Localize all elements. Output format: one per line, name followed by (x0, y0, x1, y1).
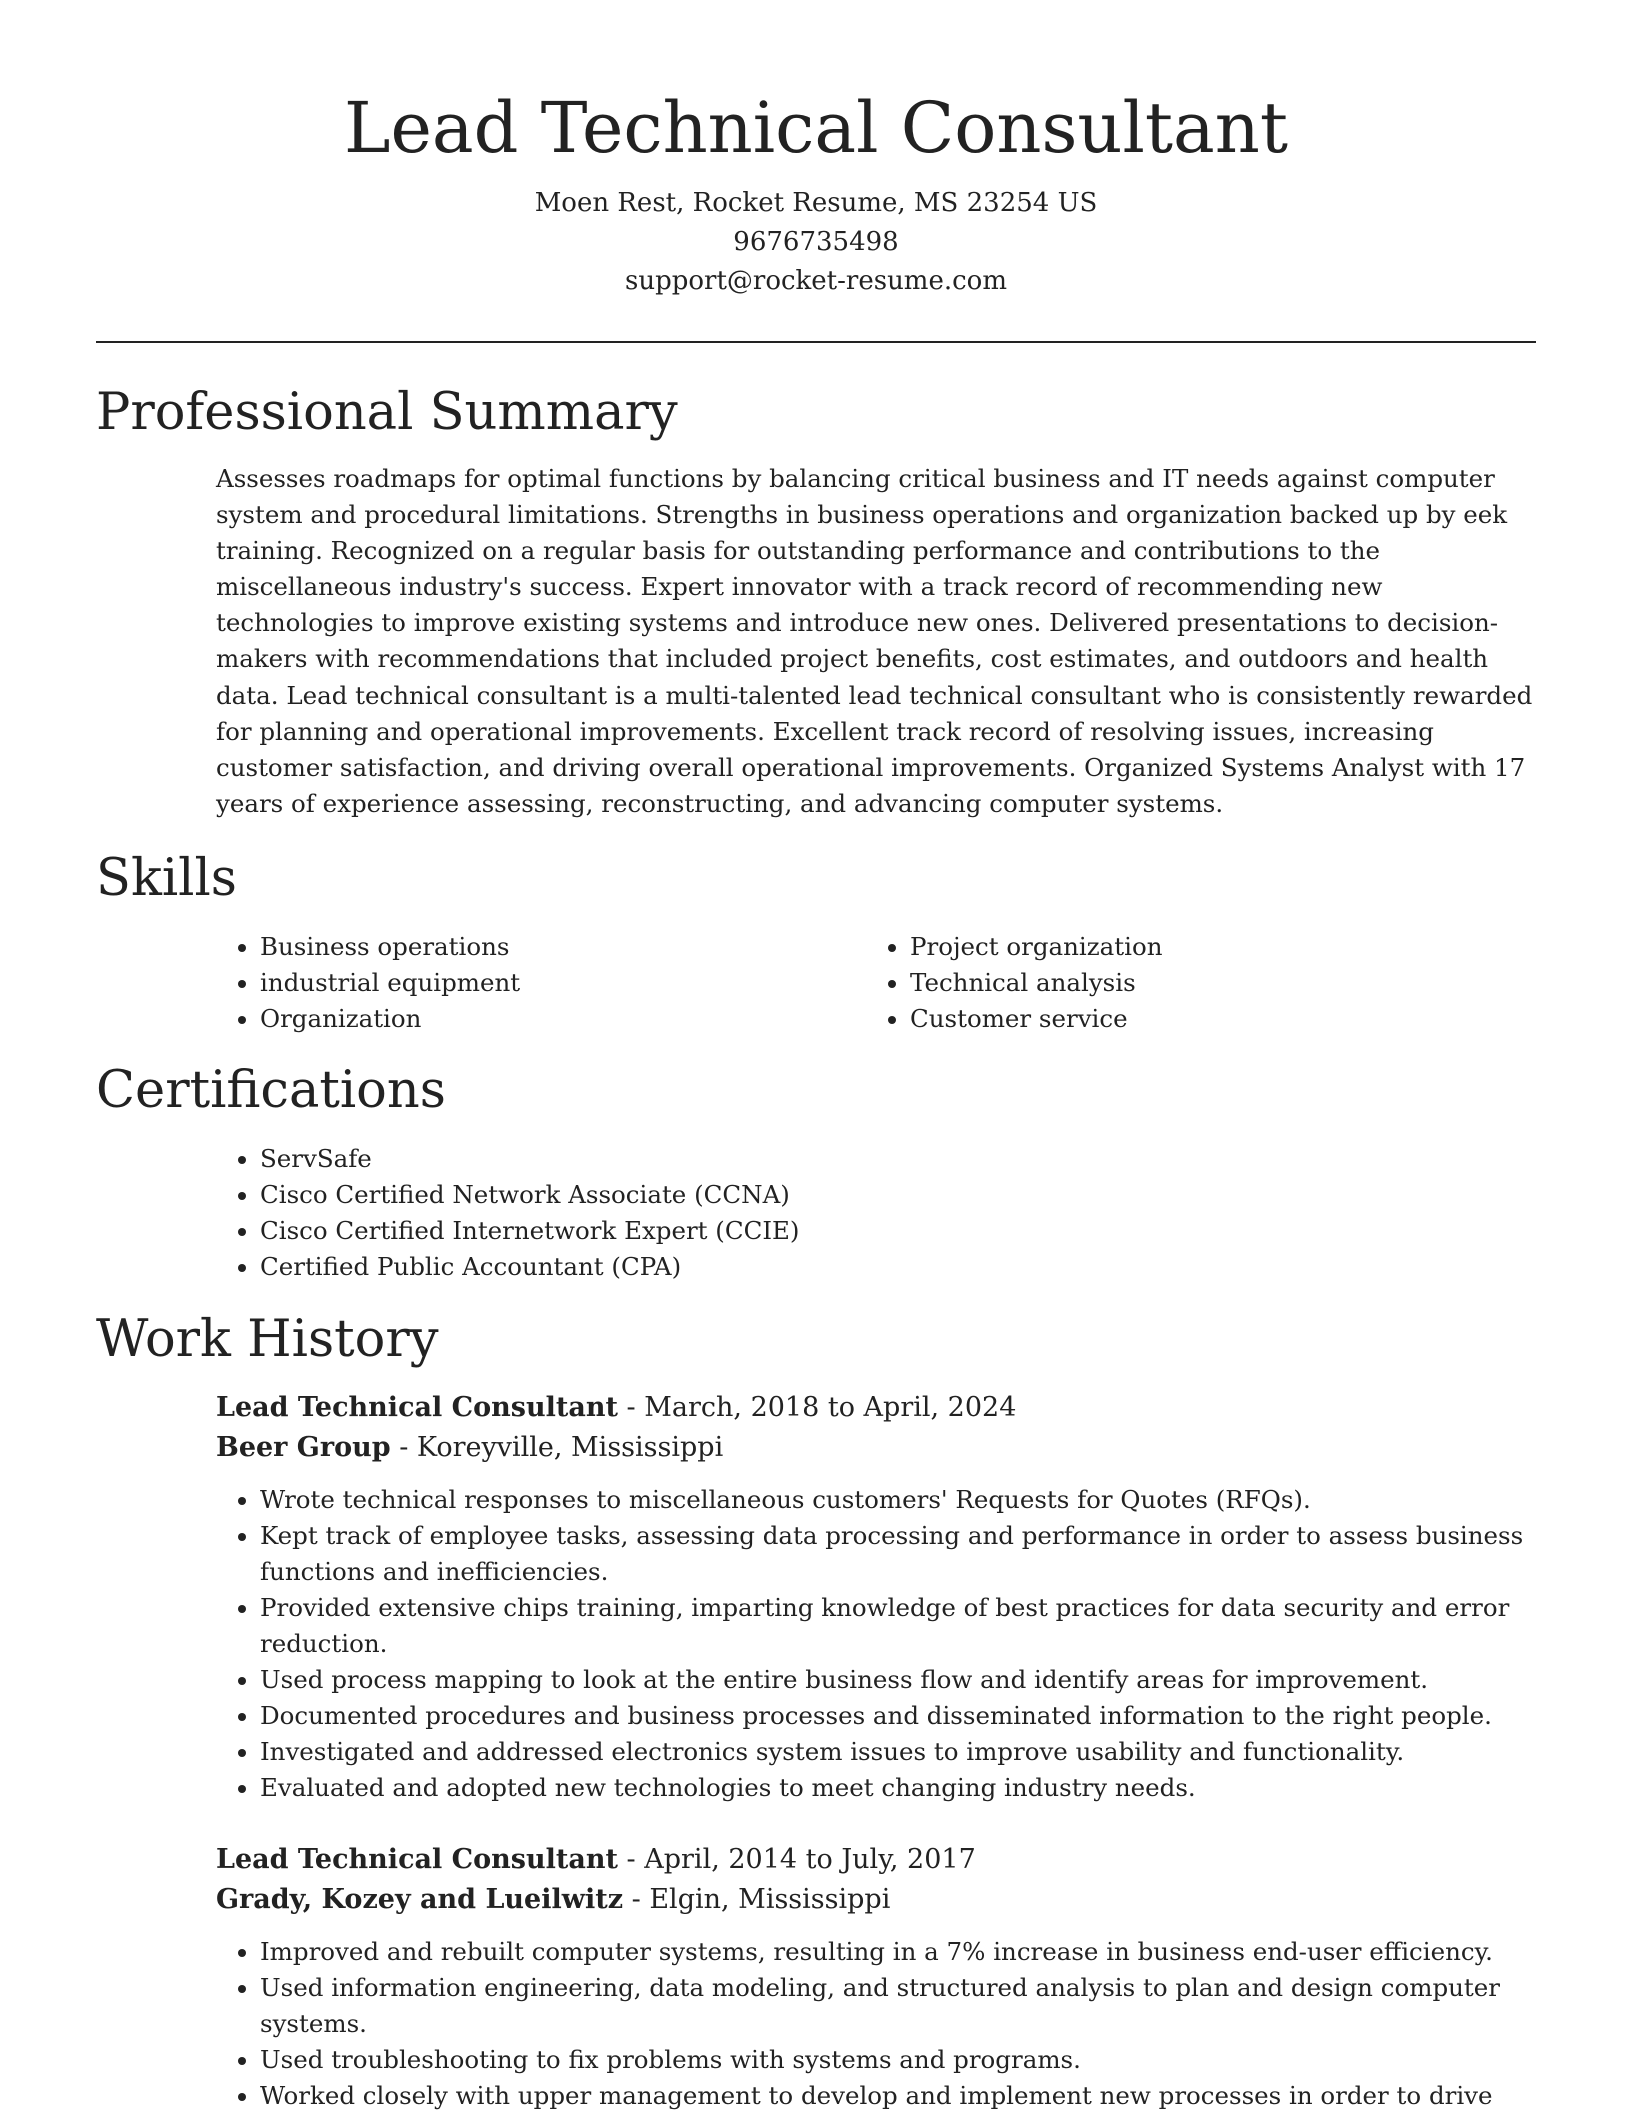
skill-item: • Project organization (910, 929, 1510, 965)
job-bullet: • Kept track of employee tasks, assessing data processing and performance in order to assess business functions and inefficiencies. (260, 1518, 1540, 1590)
job-title-line (216, 1840, 976, 1880)
certification-item: • Cisco Certified Network Associate (CCNA) (260, 1177, 1560, 1213)
job-company-line (216, 1428, 723, 1468)
address-text: Moen Rest, Rocket Resume, MS 23254 US (534, 188, 1098, 218)
certification-item: • Certified Public Accountant (CPA) (260, 1249, 1560, 1285)
job-location: - Koreyville, Mississippi (390, 1432, 724, 1463)
certification-item: • ServSafe (260, 1141, 1560, 1177)
job-bullet: • Improved and rebuilt computer systems, resulting in a 7% increase in business end-user efficiency. (260, 1934, 1540, 1970)
job-location: - Elgin, Mississippi (623, 1884, 891, 1915)
job-dates: - April, 2014 to July, 2017 (617, 1844, 976, 1875)
skill-item: • industrial equipment (260, 965, 860, 1001)
job-company: Grady, Kozey and Lueilwitz (216, 1884, 624, 1915)
job-bullet: • Worked closely with upper management to develop and implement new processes in order to drive (260, 2078, 1540, 2114)
resume-header (96, 80, 1536, 301)
summary-text: Assesses roadmaps for optimal functions by balancing critical business and IT needs against computer system and procedural limitations. Strengths in business operations and organization backed up by eek training. Recognized on a regular basis for outstanding performance and contributions to the miscellaneous industry's success. Expert innovator with a track record of recommending new technologies to improve existing systems and introduce new ones. Delivered presentations to decision-makers with recommendations that included project benefits, cost estimates, and outdoors and health data. Lead technical consultant is a multi-talented lead technical consultant who is consistently rewarded for planning and operational improvements. Excellent track record of resolving issues, increasing customer satisfaction, and driving overall operational improvements. Organized Systems Analyst with 17 years of experience assessing, reconstructing, and advancing computer systems. (216, 464, 1533, 818)
skill-item: • Business operations (260, 929, 860, 965)
job-dates: - March, 2018 to April, 2024 (617, 1392, 1017, 1423)
phone-text: 9676735498 (733, 227, 899, 257)
skills-list-left (216, 929, 860, 1037)
job-company-line (216, 1880, 890, 1920)
header-divider (96, 341, 1536, 343)
job-bullet: • Wrote technical responses to miscellaneous customers' Requests for Quotes (RFQs). (260, 1482, 1540, 1518)
email-text: support@rocket-resume.com (624, 266, 1007, 296)
work-history-heading: Work History (96, 1310, 439, 1369)
certification-item: • Cisco Certified Internetwork Expert (CCIE) (260, 1213, 1560, 1249)
job-company: Beer Group (216, 1432, 391, 1463)
certifications-heading: Certifications (96, 1061, 446, 1120)
skills-heading: Skills (96, 849, 237, 908)
candidate-name: Lead Technical Consultant (344, 87, 1288, 169)
job-title-line (216, 1388, 1016, 1428)
job-bullets (216, 1934, 1540, 2114)
contact-info (96, 184, 1536, 301)
job-bullet: • Used process mapping to look at the entire business flow and identify areas for improvement. (260, 1662, 1540, 1698)
job-bullet: • Used information engineering, data modeling, and structured analysis to plan and design computer systems. (260, 1970, 1540, 2042)
skills-list-right (866, 929, 1510, 1037)
job-bullet: • Provided extensive chips training, imparting knowledge of best practices for data security and error reduction. (260, 1590, 1540, 1662)
job-role: Lead Technical Consultant (216, 1392, 618, 1423)
skill-item: • Organization (260, 1001, 860, 1037)
summary-heading: Professional Summary (96, 383, 678, 442)
job-bullet: • Used troubleshooting to fix problems with systems and programs. (260, 2042, 1540, 2078)
certifications-list (216, 1141, 1560, 1285)
skill-item: • Technical analysis (910, 965, 1510, 1001)
skill-item: • Customer service (910, 1001, 1510, 1037)
job-bullet: • Documented procedures and business processes and disseminated information to the right people. (260, 1698, 1540, 1734)
job-bullet: • Investigated and addressed electronics system issues to improve usability and functionality. (260, 1734, 1540, 1770)
job-bullets (216, 1482, 1540, 1806)
job-role: Lead Technical Consultant (216, 1844, 618, 1875)
job-bullet: • Evaluated and adopted new technologies to meet changing industry needs. (260, 1770, 1540, 1806)
